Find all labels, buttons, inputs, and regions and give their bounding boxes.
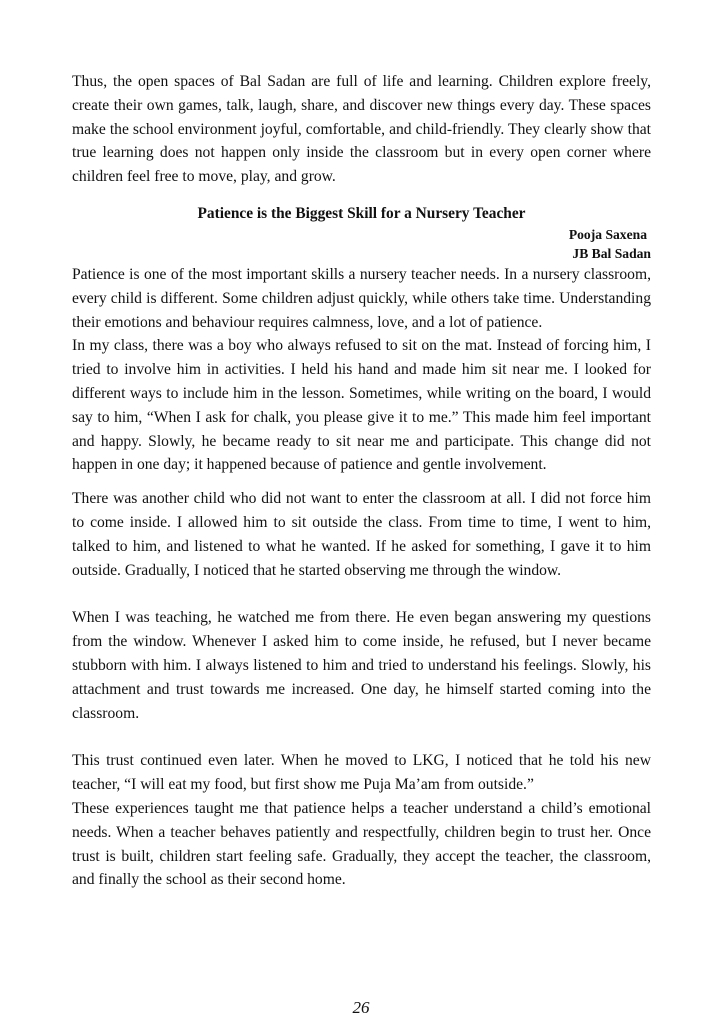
article-paragraph: There was another child who did not want to enter the classroom at all. I did not force him to come inside. I allowed him to sit outside the class. From time to time, I went to him, talked to him, and listened to what he wanted. If he asked for something, I gave it to him outside. Gradually, I noticed that he started observing me through the window. <box>72 490 651 579</box>
article-paragraph: In my class, there was a boy who always refused to sit on the mat. Instead of forcing him, I tried to involve him in activities. I held his hand and made him sit near me. I looked for different ways to include him in the lesson. Sometimes, while writing on the board, I would say to him, “When I ask for chalk, you please give it to me.” This made him feel important and happy. Slowly, he became ready to sit near me and participate. This change did not happen in one day; it happened because of patience and gentle involvement. <box>72 337 651 474</box>
document-page <box>72 70 651 892</box>
article-paragraph: This trust continued even later. When he moved to LKG, I noticed that he told his new teacher, “I will eat my food, but first show me Puja Ma’am from outside.” <box>72 752 651 794</box>
intro-paragraph: Thus, the open spaces of Bal Sadan are full of life and learning. Children explore freely, create their own games, talk, laugh, share, and discover new things every day. These spaces make the school environment joyful, comfortable, and child-friendly. They clearly show that true learning does not happen only inside the classroom but in every open corner where children feel free to move, play, and grow. <box>72 73 651 186</box>
author-name: Pooja Saxena <box>568 226 647 242</box>
author-affiliation: JB Bal Sadan <box>572 245 651 261</box>
page-number: 26 <box>352 998 370 1017</box>
article-paragraph: When I was teaching, he watched me from there. He even began answering my questions from the window. Whenever I asked him to come inside, he refused, but I never became stubborn with him. I always listened to him and tried to understand his feelings. Slowly, his attachment and trust towards me increased. One day, he himself started coming into the classroom. <box>72 609 651 722</box>
article-paragraph: Patience is one of the most important skills a nursery teacher needs. In a nursery classroom, every child is different. Some children adjust quickly, while others take time. Understanding their emotions and behaviour requires calmness, love, and a lot of patience. <box>72 265 651 331</box>
article-paragraph: These experiences taught me that patience helps a teacher understand a child’s emotional needs. When a teacher behaves patiently and respectfully, children begin to trust her. Once trust is built, children start feeling safe. Gradually, they accept the teacher, the classroom, and finally the school as their second home. <box>72 799 651 889</box>
article-title: Patience is the Biggest Skill for a Nursery Teacher <box>197 204 526 222</box>
